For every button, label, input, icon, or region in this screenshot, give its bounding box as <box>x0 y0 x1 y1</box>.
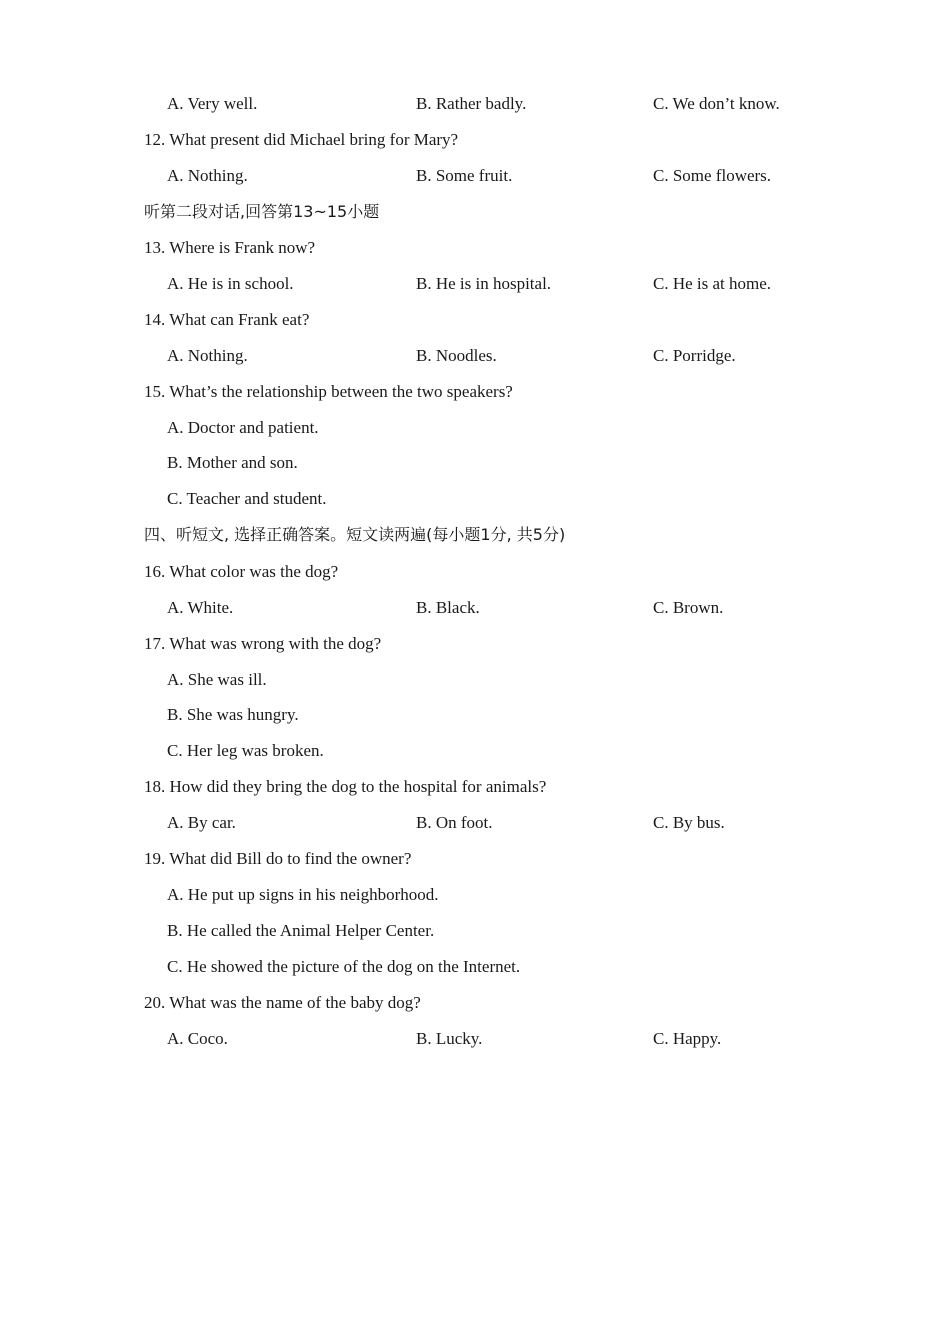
option-b: B. Rather badly. <box>416 94 527 113</box>
section-instruction: 听第二段对话,回答第13~15小题 <box>144 202 380 221</box>
option-b: B. He is in hospital. <box>416 274 552 293</box>
question-12: 12. What present did Michael bring for Mary? <box>144 130 459 149</box>
option-b: B. Lucky. <box>416 1029 483 1048</box>
option-a: A. Very well. <box>167 94 258 113</box>
option-a: A. He put up signs in his neighborhood. <box>167 885 439 904</box>
option-c: C. By bus. <box>653 813 725 832</box>
option-c: C. Happy. <box>653 1029 722 1048</box>
question-17: 17. What was wrong with the dog? <box>144 634 382 653</box>
option-c: C. Brown. <box>653 598 724 617</box>
option-b: B. On foot. <box>416 813 493 832</box>
option-a: A. Nothing. <box>167 346 248 365</box>
option-b: B. Some fruit. <box>416 166 513 185</box>
option-c: C. He showed the picture of the dog on the Internet. <box>167 957 521 976</box>
question-13: 13. Where is Frank now? <box>144 238 316 257</box>
question-19: 19. What did Bill do to find the owner? <box>144 849 412 868</box>
option-a: A. Doctor and patient. <box>167 418 319 437</box>
option-a: A. Nothing. <box>167 166 248 185</box>
option-b: B. Mother and son. <box>167 453 298 472</box>
question-18: 18. How did they bring the dog to the hospital for animals? <box>144 777 547 796</box>
option-a: A. Coco. <box>167 1029 228 1048</box>
option-a: A. White. <box>167 598 234 617</box>
question-15: 15. What’s the relationship between the two speakers? <box>144 382 513 401</box>
option-c: C. We don’t know. <box>653 94 780 113</box>
option-b: B. Noodles. <box>416 346 497 365</box>
option-b: B. He called the Animal Helper Center. <box>167 921 435 940</box>
option-c: C. Teacher and student. <box>167 489 327 508</box>
section-heading: 四、听短文, 选择正确答案。短文读两遍(每小题1分, 共5分) <box>144 525 566 544</box>
option-a: A. She was ill. <box>167 670 267 689</box>
option-b: B. She was hungry. <box>167 705 299 724</box>
option-c: C. Some flowers. <box>653 166 772 185</box>
question-16: 16. What color was the dog? <box>144 562 339 581</box>
option-c: C. Her leg was broken. <box>167 741 324 760</box>
option-c: C. He is at home. <box>653 274 772 293</box>
question-14: 14. What can Frank eat? <box>144 310 310 329</box>
option-a: A. By car. <box>167 813 236 832</box>
option-a: A. He is in school. <box>167 274 294 293</box>
option-b: B. Black. <box>416 598 480 617</box>
question-20: 20. What was the name of the baby dog? <box>144 993 421 1012</box>
option-c: C. Porridge. <box>653 346 736 365</box>
